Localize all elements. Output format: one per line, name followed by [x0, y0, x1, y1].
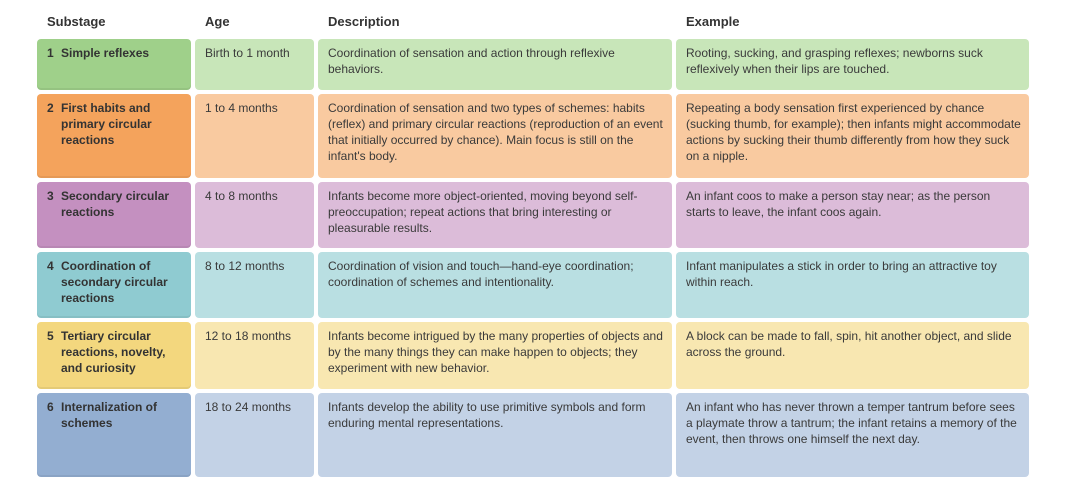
example-cell: Infant manipulates a stick in order to bring an attractive toy within reach. [676, 252, 1029, 318]
substage-name: Simple reflexes [61, 46, 150, 60]
stage-number: 1 [47, 46, 54, 60]
age-cell: 8 to 12 months [195, 252, 314, 318]
example-cell: An infant who has never thrown a temper tantrum before sees a playmate throw a tantrum; the infant retains a memory of the event, then throws one himself the next day. [676, 393, 1029, 477]
table-row [0, 393, 1075, 477]
example-cell: An infant coos to make a person stay near; as the person starts to leave, the infant coos again. [676, 182, 1029, 248]
age-cell: Birth to 1 month [195, 39, 314, 90]
table-row [0, 39, 1075, 90]
age-cell: 4 to 8 months [195, 182, 314, 248]
stage-number: 3 [47, 189, 54, 203]
header-example: Example [686, 14, 740, 29]
stage-number: 2 [47, 101, 54, 115]
description-cell: Coordination of sensation and action through reflexive behaviors. [318, 39, 672, 90]
substage-cell [37, 182, 191, 248]
age-cell: 1 to 4 months [195, 94, 314, 178]
stage-number: 6 [47, 400, 54, 414]
header-age: Age [205, 14, 230, 29]
header-description: Description [328, 14, 400, 29]
description-cell: Infants become more object-oriented, moving beyond self-preoccupation; repeat actions that bring interesting or pleasurable results. [318, 182, 672, 248]
age-cell: 12 to 18 months [195, 322, 314, 389]
example-cell: A block can be made to fall, spin, hit another object, and slide across the ground. [676, 322, 1029, 389]
table-row [0, 182, 1075, 248]
stage-number: 4 [47, 259, 54, 273]
substage-cell [37, 94, 191, 178]
substage-cell [37, 252, 191, 318]
age-cell: 18 to 24 months [195, 393, 314, 477]
table-row [0, 322, 1075, 389]
substage-cell [37, 393, 191, 477]
substage-name: Secondary circular reactions [61, 189, 170, 219]
table-row [0, 94, 1075, 178]
substage-name: Internalization of schemes [61, 400, 157, 430]
header-substage: Substage [47, 14, 106, 29]
description-cell: Coordination of sensation and two types of schemes: habits (reflex) and primary circular reactions (reproduction of an event that initially occurred by chance). Main focus is still on the infant's body. [318, 94, 672, 178]
substage-name: First habits and primary circular reactions [61, 101, 152, 147]
description-cell: Infants become intrigued by the many properties of objects and by the many things they can make happen to objects; they experiment with new behavior. [318, 322, 672, 389]
table-header [0, 14, 1075, 34]
substage-cell [37, 39, 191, 90]
description-cell: Coordination of vision and touch—hand-eye coordination; coordination of schemes and intentionality. [318, 252, 672, 318]
substage-name: Tertiary circular reactions, novelty, and curiosity [61, 329, 166, 375]
description-cell: Infants develop the ability to use primitive symbols and form enduring mental representations. [318, 393, 672, 477]
substage-cell [37, 322, 191, 389]
substage-name: Coordination of secondary circular reactions [61, 259, 168, 305]
example-cell: Rooting, sucking, and grasping reflexes; newborns suck reflexively when their lips are touched. [676, 39, 1029, 90]
example-cell: Repeating a body sensation first experienced by chance (sucking thumb, for example); then infants might accommodate actions by sucking their thumb differently from how they suck on a nipple. [676, 94, 1029, 178]
stage-number: 5 [47, 329, 54, 343]
table-row [0, 252, 1075, 318]
